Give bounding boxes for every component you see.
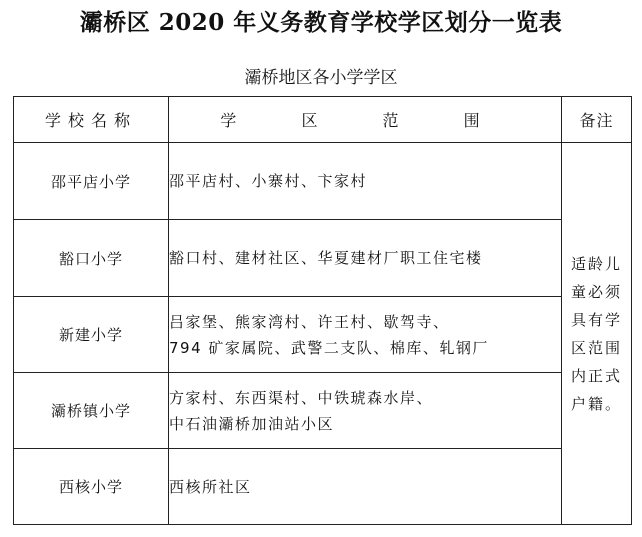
district-range-cell [169,373,562,449]
range-line: 中石油灞桥加油站小区 [169,414,335,433]
table-subtitle: 灞桥地区各小学学区 [244,68,398,88]
remark-line: 内正式 [570,366,622,385]
district-range-cell [169,297,562,373]
district-range-cell [169,449,562,525]
header-school-name: 学校名称 [14,97,169,143]
header-remarks: 备注 [562,97,632,143]
header-district-range: 学 区 范 围 [169,97,562,143]
school-name-cell: 新建小学 [14,297,169,373]
remarks-cell [562,143,632,525]
district-range-cell [169,143,562,220]
range-line: 西核所社区 [169,477,252,496]
table-row [14,297,632,373]
school-name-cell: 灞桥镇小学 [14,373,169,449]
school-name-cell: 西核小学 [14,449,169,525]
school-name-cell: 邵平店小学 [14,143,169,220]
range-line: 方家村、东西渠村、中铁琥森水岸、 [169,388,434,407]
table-row [14,143,632,220]
range-line: 豁口村、建材社区、华夏建材厂职工住宅楼 [169,249,483,267]
table-row [14,449,632,525]
school-name-cell: 豁口小学 [14,220,169,297]
remark-line: 区范围 [570,338,622,357]
range-line: 吕家堡、熊家湾村、许王村、歇驾寺、 [169,312,450,331]
table-header-row [14,97,632,143]
district-range-cell [169,220,562,297]
range-line: 邵平店村、小寨村、卞家村 [169,172,368,190]
remark-line: 适龄儿 [570,254,622,273]
table-row [14,373,632,449]
table-row [14,220,632,297]
range-line: 794 矿家属院、武警二支队、棉库、轧钢厂 [169,338,489,357]
remark-line: 户籍。 [570,394,622,413]
remark-line: 具有学 [570,310,622,329]
page-title: 灞桥区 2020 年义务教育学校学区划分一览表 [79,9,563,36]
remark-line: 童必须 [570,282,622,301]
school-district-table [13,96,632,525]
